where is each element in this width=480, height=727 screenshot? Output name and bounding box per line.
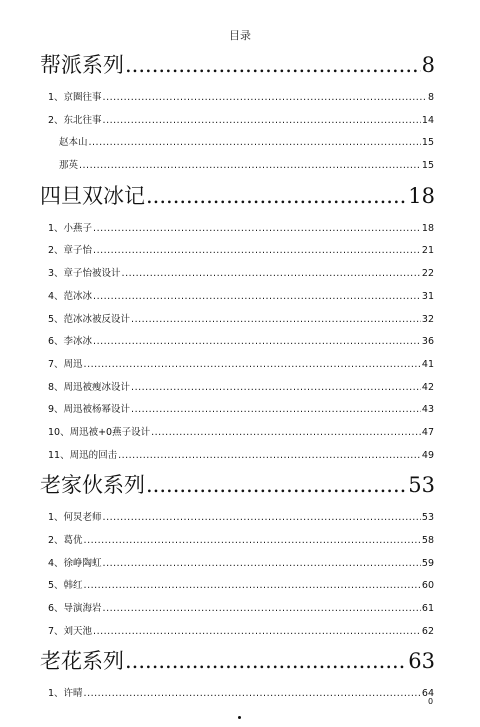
toc-section-heading[interactable] (40, 467, 435, 503)
item-label: 7、周迅 (48, 358, 83, 370)
toc-item[interactable] (48, 286, 434, 309)
item-page-number: 49 (421, 449, 434, 461)
item-page-number: 21 (421, 245, 434, 257)
section-title: 帮派系列 (40, 53, 124, 77)
dot-leader (131, 377, 421, 400)
section-title: 老家伙系列 (40, 473, 145, 498)
section-page-number: 8 (421, 53, 435, 77)
item-label: 5、范冰冰被反设计 (48, 313, 131, 325)
toc-subitem[interactable] (59, 155, 434, 178)
page-title: 目录 (229, 29, 251, 42)
table-of-contents (0, 47, 480, 706)
toc-section (0, 47, 480, 178)
item-label: 7、刘天池 (48, 625, 93, 637)
toc-item[interactable] (48, 110, 434, 133)
dot-leader (151, 422, 421, 445)
toc-subitem[interactable] (59, 132, 434, 155)
item-page-number: 15 (421, 137, 434, 149)
item-label: 那英 (59, 160, 79, 172)
item-page-number: 47 (421, 426, 434, 438)
toc-item[interactable] (48, 377, 434, 400)
dot-leader (122, 263, 421, 286)
item-page-number: 58 (421, 535, 434, 546)
item-label: 4、徐峥陶虹 (48, 557, 102, 569)
item-label: 1、小燕子 (48, 222, 93, 234)
toc-item[interactable] (48, 218, 434, 241)
item-page-number: 18 (421, 222, 434, 234)
section-title: 四旦双冰记 (40, 183, 145, 208)
section-page-number: 63 (408, 649, 435, 674)
item-label: 5、韩红 (48, 580, 83, 592)
toc-item[interactable] (48, 530, 434, 553)
item-page-number: 15 (421, 160, 434, 172)
toc-item[interactable] (48, 553, 434, 576)
item-page-number: 36 (421, 336, 434, 348)
dot-leader (93, 218, 421, 241)
item-label: 1、京圈往事 (48, 92, 102, 103)
dot-leader (125, 643, 407, 679)
toc-item[interactable] (48, 309, 434, 332)
section-title: 老花系列 (40, 649, 124, 674)
item-page-number: 64 (421, 688, 434, 700)
toc-section-heading[interactable] (40, 643, 435, 679)
item-label: 1、许晴 (48, 688, 83, 700)
item-label: 2、葛优 (48, 535, 83, 546)
dot-leader (84, 354, 421, 377)
toc-item[interactable] (48, 445, 434, 468)
dot-leader (89, 132, 421, 155)
item-label: 6、导演海岩 (48, 603, 102, 615)
item-page-number: 14 (421, 114, 434, 126)
section-page-number: 53 (408, 473, 435, 498)
toc-section-heading[interactable] (40, 47, 435, 83)
item-page-number: 60 (421, 580, 434, 592)
dot-leader (84, 530, 421, 553)
toc-item[interactable] (48, 507, 434, 530)
item-label: 11、周迅的回击 (48, 449, 118, 461)
toc-section-heading[interactable] (40, 178, 435, 214)
item-page-number: 31 (421, 290, 434, 302)
dot-leader (131, 309, 421, 332)
dot-leader (84, 575, 421, 598)
item-label: 3、章子怡被设计 (48, 268, 121, 280)
item-label: 赵本山 (59, 137, 88, 149)
dot-leader (118, 445, 421, 468)
toc-item[interactable] (48, 87, 434, 110)
dot-leader (103, 553, 421, 576)
item-page-number: 42 (421, 381, 434, 393)
toc-item[interactable] (48, 354, 434, 377)
item-page-number: 32 (421, 313, 434, 325)
dot-leader (93, 286, 421, 309)
toc-item[interactable] (48, 331, 434, 354)
dot-leader (146, 178, 407, 214)
toc-item[interactable] (48, 575, 434, 598)
dot-leader (93, 331, 421, 354)
dot-leader (146, 467, 407, 503)
toc-item[interactable] (48, 263, 434, 286)
toc-section (0, 467, 480, 643)
item-page-number: 8 (427, 92, 434, 103)
toc-section (0, 643, 480, 706)
toc-item[interactable] (48, 399, 434, 422)
dot-leader (131, 399, 421, 422)
section-page-number: 18 (408, 183, 435, 208)
dot-leader (103, 507, 421, 530)
item-label: 6、李冰冰 (48, 336, 93, 348)
item-label: 10、周迅被+0燕子设计 (48, 426, 151, 438)
toc-item[interactable] (48, 621, 434, 644)
item-page-number: 61 (421, 603, 434, 615)
page-marker-dot (238, 716, 241, 719)
item-label: 4、范冰冰 (48, 290, 93, 302)
item-label: 1、何炅老师 (48, 512, 102, 524)
dot-leader (103, 110, 421, 133)
item-page-number: 62 (421, 625, 434, 637)
item-label: 9、周迅被杨幂设计 (48, 404, 131, 416)
dot-leader (79, 155, 421, 178)
toc-section (0, 178, 480, 468)
toc-item[interactable] (48, 240, 434, 263)
toc-item[interactable] (48, 598, 434, 621)
dot-leader (103, 598, 421, 621)
item-page-number: 41 (421, 358, 434, 370)
item-label: 8、周迅被瘦冰设计 (48, 381, 131, 393)
item-page-number: 22 (421, 268, 434, 280)
dot-leader (93, 240, 421, 263)
item-label: 2、章子怡 (48, 245, 93, 257)
dot-leader (103, 87, 427, 110)
item-page-number: 59 (421, 557, 434, 569)
dot-leader (84, 683, 421, 706)
toc-item[interactable] (48, 683, 434, 706)
toc-item[interactable] (48, 422, 434, 445)
item-page-number: 43 (421, 404, 434, 416)
dot-leader (125, 47, 421, 83)
item-label: 2、东北往事 (48, 114, 102, 126)
dot-leader (93, 621, 421, 644)
page-number: 0 (428, 697, 434, 706)
item-page-number: 53 (421, 512, 434, 524)
